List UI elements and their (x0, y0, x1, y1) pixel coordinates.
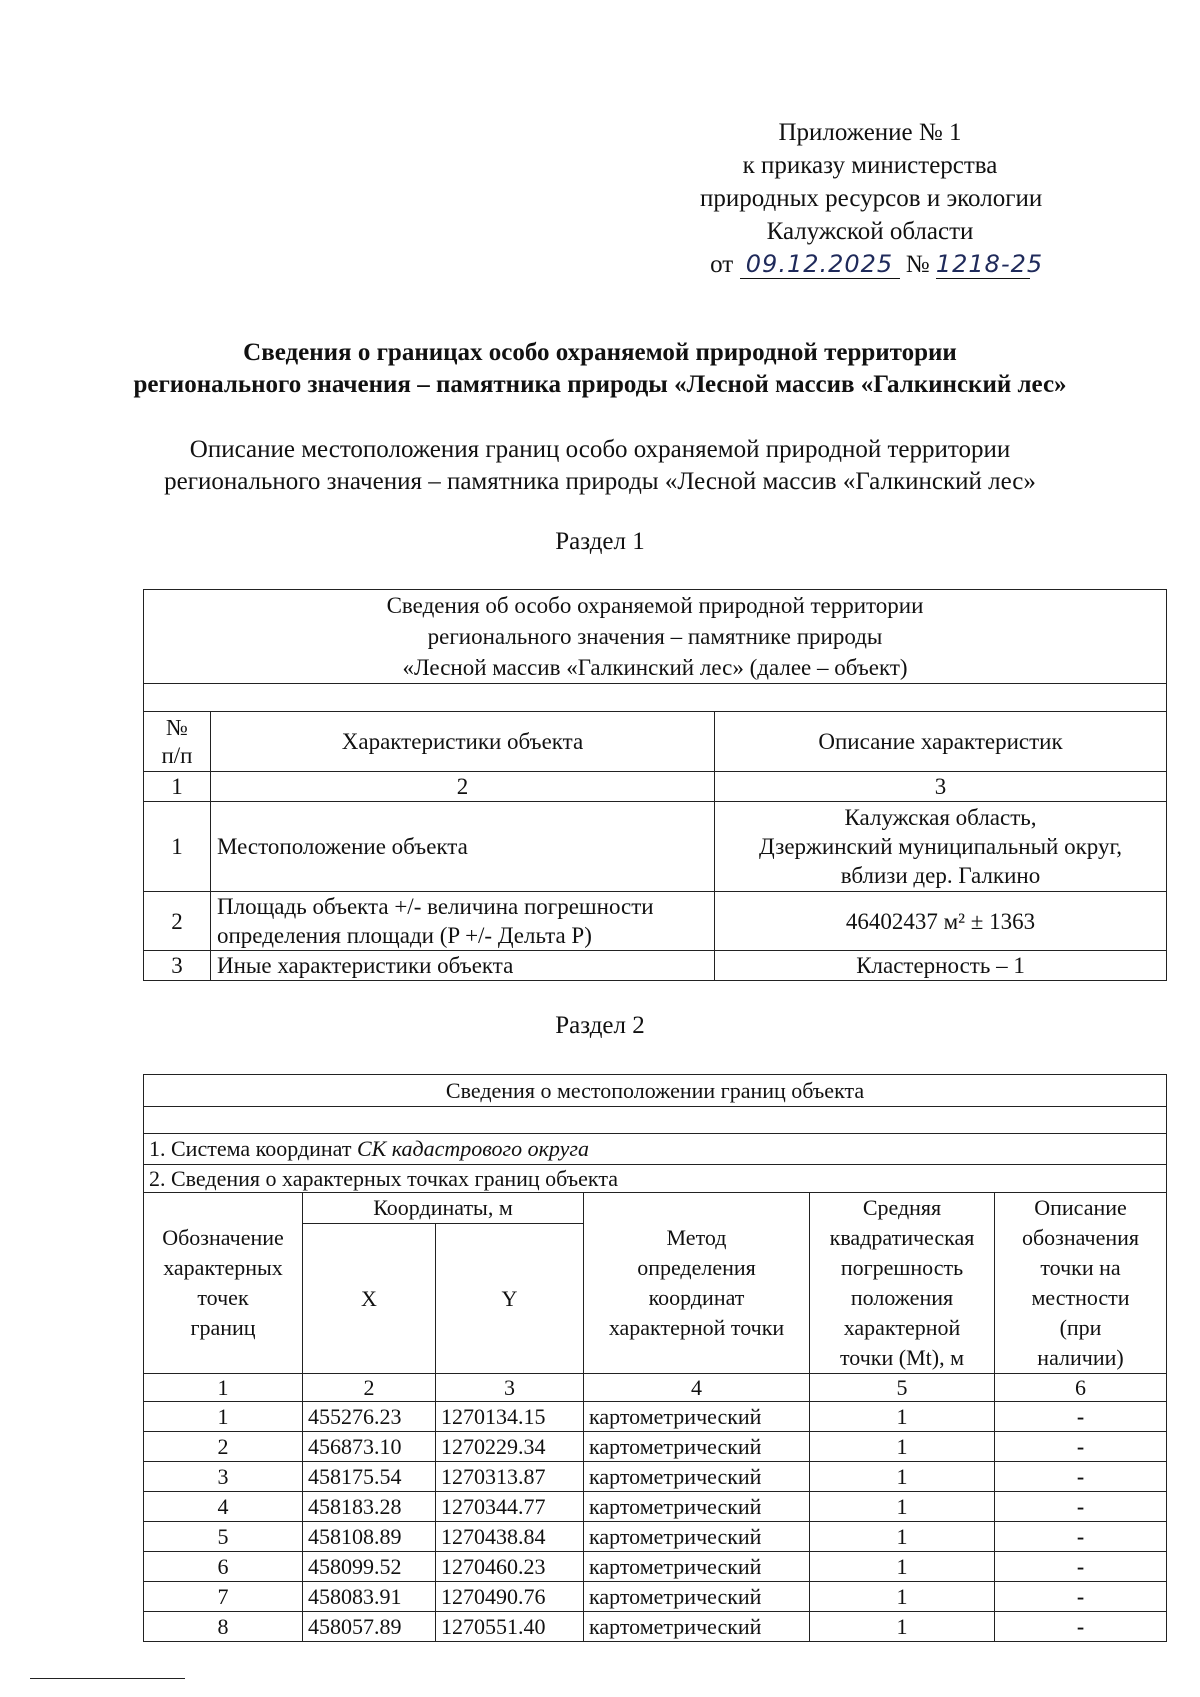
point-method: картометрический (584, 1402, 810, 1432)
point-id: 8 (144, 1612, 303, 1642)
point-y: 1270313.87 (436, 1462, 584, 1492)
point-desc: - (995, 1552, 1167, 1582)
point-method: картометрический (584, 1462, 810, 1492)
appendix-header (700, 116, 1044, 281)
table-row (144, 951, 1167, 981)
point-y: 1270229.34 (436, 1432, 584, 1462)
table-row (144, 802, 1167, 892)
error-header-line: погрешность (840, 1255, 964, 1280)
point-x: 458083.91 (303, 1582, 436, 1612)
appendix-line-2: к приказу министерства (742, 152, 998, 179)
col-index-4: 4 (584, 1374, 810, 1402)
caption-line-2: регионального значения – памятнике природы (427, 624, 883, 649)
table-row (144, 892, 1167, 951)
point-y: 1270134.15 (436, 1402, 584, 1432)
col-header-number (144, 712, 211, 772)
point-id: 4 (144, 1492, 303, 1522)
object-info-caption (144, 590, 1167, 684)
number-label: № (905, 251, 930, 278)
handwritten-number: 1218-25 (935, 250, 1044, 278)
row-number: 1 (144, 802, 211, 892)
point-id: 5 (144, 1522, 303, 1552)
point-y: 1270490.76 (436, 1582, 584, 1612)
point-y: 1270438.84 (436, 1522, 584, 1552)
point-desc: - (995, 1612, 1167, 1642)
appendix-line-3: природных ресурсов и экологии (700, 185, 1043, 212)
point-id: 1 (144, 1402, 303, 1432)
boundary-caption: Сведения о местоположении границ объекта (144, 1075, 1167, 1107)
method-header-line: определения (637, 1255, 756, 1280)
col-number-pp: п/п (161, 742, 193, 768)
point-x: 458175.54 (303, 1462, 436, 1492)
table-row (144, 1432, 1167, 1462)
point-y: 1270551.40 (436, 1612, 584, 1642)
col-header-method (584, 1193, 810, 1374)
point-y: 1270344.77 (436, 1492, 584, 1522)
point-method: картометрический (584, 1492, 810, 1522)
handwritten-date: 09.12.2025 (740, 250, 900, 279)
point-mt: 1 (810, 1552, 995, 1582)
points-body (144, 1402, 1167, 1642)
object-info-table (143, 589, 1167, 981)
col-index-3: 3 (436, 1374, 584, 1402)
row-description: 46402437 м² ± 1363 (715, 892, 1167, 951)
col-header-point (144, 1193, 303, 1374)
area-line-1: Площадь объекта +/- величина погрешности (217, 894, 654, 919)
table-row (144, 1552, 1167, 1582)
point-desc: - (995, 1492, 1167, 1522)
point-mt: 1 (810, 1492, 995, 1522)
point-header-line: точек (197, 1285, 249, 1310)
point-header-line: характерных (163, 1255, 283, 1280)
area-line-2: определения площади (P +/- Дельта P) (217, 923, 592, 948)
row-description: Кластерность – 1 (715, 951, 1167, 981)
point-x: 456873.10 (303, 1432, 436, 1462)
caption-line-1: Сведения об особо охраняемой природной территории (386, 593, 924, 618)
desc-header-line: (при (1059, 1315, 1102, 1340)
error-header-line: квадратическая (829, 1225, 975, 1250)
subtitle-line-1: Описание местоположения границ особо охраняемой природной территории (189, 436, 1011, 463)
section-2-heading: Раздел 2 (555, 1012, 645, 1039)
from-label: от (710, 251, 734, 278)
point-id: 6 (144, 1552, 303, 1582)
point-mt: 1 (810, 1522, 995, 1552)
point-desc: - (995, 1522, 1167, 1552)
title-line-1: Сведения о границах особо охраняемой природной территории (243, 339, 957, 366)
point-mt: 1 (810, 1462, 995, 1492)
document-title (60, 337, 1140, 401)
point-header-line: границ (190, 1315, 256, 1340)
method-header-line: характерной точки (608, 1315, 785, 1340)
point-mt: 1 (810, 1582, 995, 1612)
footnote-rule (30, 1678, 185, 1679)
point-id: 7 (144, 1582, 303, 1612)
table-row (144, 1402, 1167, 1432)
location-line-3: вблизи дер. Галкино (840, 863, 1041, 888)
method-header-line: Метод (666, 1225, 727, 1250)
section-1-heading: Раздел 1 (555, 528, 645, 555)
table-row (144, 1492, 1167, 1522)
row-characteristic: Местоположение объекта (211, 802, 715, 892)
desc-header-line: Описание (1034, 1195, 1127, 1220)
col-index-3: 3 (715, 772, 1167, 802)
point-x: 458183.28 (303, 1492, 436, 1522)
point-x: 458099.52 (303, 1552, 436, 1582)
point-method: картометрический (584, 1612, 810, 1642)
col-header-coordinates: Координаты, м (303, 1193, 584, 1224)
point-id: 3 (144, 1462, 303, 1492)
point-desc: - (995, 1402, 1167, 1432)
desc-header-line: обозначения (1021, 1225, 1140, 1250)
row-characteristic (211, 892, 715, 951)
error-header-line: точки (Mt), м (839, 1345, 965, 1370)
table-row (144, 1582, 1167, 1612)
coordinate-system (144, 1134, 1167, 1165)
col-index-5: 5 (810, 1374, 995, 1402)
empty-row (144, 684, 1167, 712)
col-header-x: X (303, 1224, 436, 1374)
point-desc: - (995, 1432, 1167, 1462)
point-mt: 1 (810, 1402, 995, 1432)
appendix-line-4: Калужской области (766, 218, 974, 245)
error-header-line: положения (850, 1285, 954, 1310)
point-x: 455276.23 (303, 1402, 436, 1432)
error-header-line: Средняя (862, 1195, 942, 1220)
desc-header-line: наличии) (1037, 1345, 1124, 1370)
row-number: 3 (144, 951, 211, 981)
col-index-1: 1 (144, 1374, 303, 1402)
appendix-line-1: Приложение № 1 (778, 119, 962, 146)
desc-header-line: местности (1031, 1285, 1130, 1310)
point-y: 1270460.23 (436, 1552, 584, 1582)
empty-row (144, 1107, 1167, 1134)
boundary-points-table (143, 1074, 1167, 1642)
col-header-description (995, 1193, 1167, 1374)
row-characteristic: Иные характеристики объекта (211, 951, 715, 981)
point-desc: - (995, 1582, 1167, 1612)
col-index-1: 1 (144, 772, 211, 802)
col-header-y: Y (436, 1224, 584, 1374)
col-index-6: 6 (995, 1374, 1167, 1402)
order-date-number (700, 248, 1044, 281)
title-line-2: регионального значения – памятника природы «Лесной массив «Галкинский лес» (133, 371, 1067, 398)
method-header-line: координат (648, 1285, 745, 1310)
subtitle-line-2: регионального значения – памятника природы «Лесной массив «Галкинский лес» (164, 468, 1036, 495)
location-line-2: Дзержинский муниципальный округ, (758, 834, 1123, 859)
point-desc: - (995, 1462, 1167, 1492)
point-mt: 1 (810, 1432, 995, 1462)
point-method: картометрический (584, 1432, 810, 1462)
error-header-line: характерной (843, 1315, 961, 1340)
point-method: картометрический (584, 1552, 810, 1582)
col-header-error (810, 1193, 995, 1374)
row-number: 2 (144, 892, 211, 951)
document-subtitle (60, 434, 1140, 498)
caption-line-3: «Лесной массив «Галкинский лес» (далее – объект) (402, 655, 908, 680)
table-row (144, 1522, 1167, 1552)
row-description (715, 802, 1167, 892)
col-header-characteristics: Характеристики объекта (211, 712, 715, 772)
point-method: картометрический (584, 1522, 810, 1552)
point-id: 2 (144, 1432, 303, 1462)
points-caption: 2. Сведения о характерных точках границ объекта (144, 1165, 1167, 1193)
point-header-line: Обозначение (162, 1225, 284, 1250)
table-row (144, 1612, 1167, 1642)
desc-header-line: точки на (1040, 1255, 1121, 1280)
col-index-2: 2 (303, 1374, 436, 1402)
col-index-2: 2 (211, 772, 715, 802)
col-header-description: Описание характеристик (715, 712, 1167, 772)
col-number-symbol: № (166, 714, 188, 740)
table-row (144, 1462, 1167, 1492)
point-method: картометрический (584, 1582, 810, 1612)
location-line-1: Калужская область, (844, 805, 1037, 830)
coordinate-system-label: 1. Система координат (149, 1136, 357, 1161)
coordinate-system-value: СК кадастрового округа (356, 1136, 589, 1161)
point-mt: 1 (810, 1612, 995, 1642)
point-x: 458108.89 (303, 1522, 436, 1552)
point-x: 458057.89 (303, 1612, 436, 1642)
